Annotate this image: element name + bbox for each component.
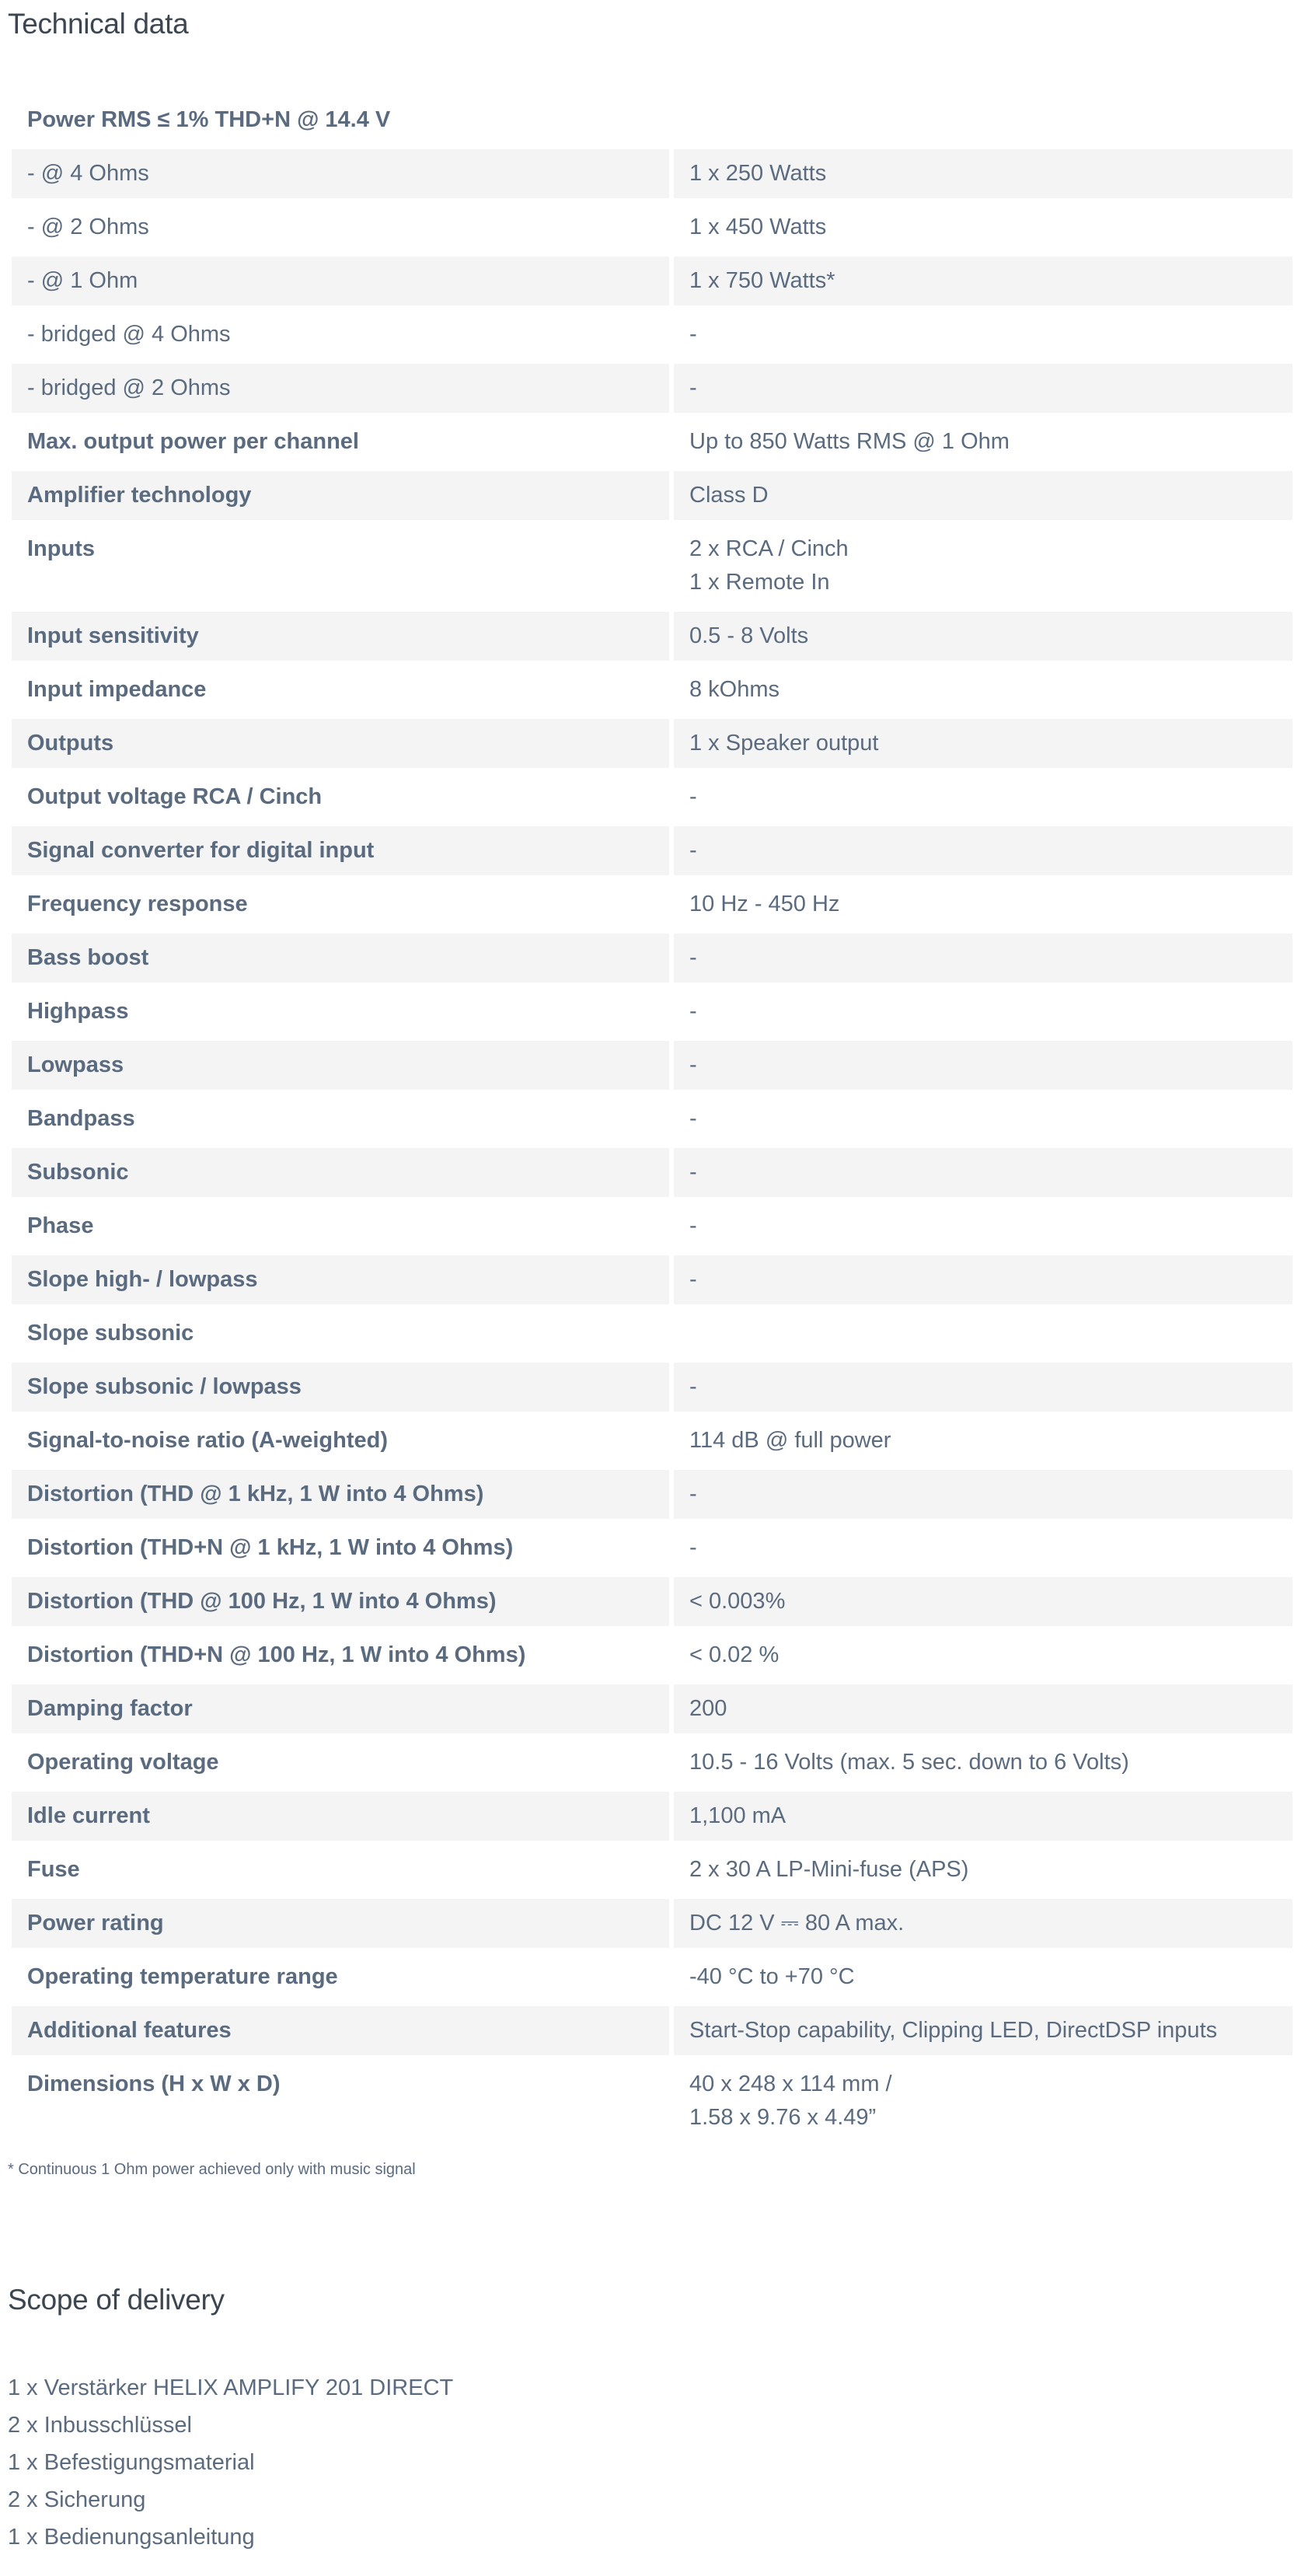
spec-value: -	[689, 784, 697, 809]
scope-item: 2 x Inbusschlüssel	[8, 2413, 192, 2438]
spec-value: -	[674, 1041, 1292, 1090]
spec-label: Subsonic	[12, 1148, 669, 1197]
spec-value: Start-Stop capability, Clipping LED, DirectDSP inputs	[674, 2006, 1292, 2055]
spec-row	[12, 417, 1292, 466]
spec-value: < 0.02 %	[689, 1642, 780, 1667]
spec-label: Damping factor	[12, 1684, 669, 1733]
spec-row	[12, 1631, 1292, 1680]
spec-row	[12, 1792, 1292, 1841]
spec-row	[12, 1524, 1292, 1572]
spec-row	[12, 1309, 1292, 1358]
spec-row	[12, 96, 1292, 145]
spec-value: -	[689, 999, 697, 1024]
spec-row	[12, 1094, 1292, 1143]
spec-row	[12, 525, 1292, 607]
spec-label: Fuse	[27, 1857, 80, 1882]
spec-row	[12, 719, 1292, 768]
spec-label: Bass boost	[12, 934, 669, 983]
spec-value: -	[689, 322, 697, 347]
spec-label: Outputs	[12, 719, 669, 768]
spec-value	[674, 96, 1292, 145]
spec-label: Bandpass	[27, 1106, 135, 1131]
spec-label: - bridged @ 2 Ohms	[12, 364, 669, 413]
spec-value: -	[674, 1255, 1292, 1304]
spec-label: Operating voltage	[27, 1750, 219, 1775]
spec-value: -	[689, 1213, 697, 1238]
spec-value: -	[674, 934, 1292, 983]
spec-value: < 0.003%	[674, 1577, 1292, 1626]
technical-data-heading: Technical data	[8, 8, 189, 40]
spec-label: Additional features	[12, 2006, 669, 2055]
spec-value: -40 °C to +70 °C	[689, 1964, 855, 1989]
spec-value: Up to 850 Watts RMS @ 1 Ohm	[689, 429, 1010, 454]
scope-of-delivery-heading: Scope of delivery	[8, 2284, 225, 2316]
spec-row	[12, 826, 1292, 875]
scope-item: 1 x Bedienungsanleitung	[8, 2525, 255, 2550]
spec-label: Input sensitivity	[12, 612, 669, 661]
spec-row	[12, 149, 1292, 198]
spec-value: -	[674, 1470, 1292, 1519]
spec-label: Slope subsonic / lowpass	[12, 1363, 669, 1412]
spec-value: 1 x 450 Watts	[689, 215, 827, 239]
spec-label: Highpass	[27, 999, 129, 1024]
spec-value: -	[689, 1106, 697, 1131]
spec-label: - bridged @ 4 Ohms	[27, 322, 231, 347]
spec-label: Input impedance	[27, 677, 207, 702]
spec-label: Inputs	[27, 536, 95, 561]
spec-row	[12, 203, 1292, 252]
spec-value: 200	[674, 1684, 1292, 1733]
spec-row	[12, 471, 1292, 520]
spec-row	[12, 2060, 1292, 2142]
spec-row	[12, 1845, 1292, 1894]
spec-row	[12, 1738, 1292, 1787]
spec-row	[12, 1684, 1292, 1733]
spec-value: Class D	[674, 471, 1292, 520]
spec-label: Operating temperature range	[27, 1964, 338, 1989]
spec-value: 10.5 - 16 Volts (max. 5 sec. down to 6 Volts)	[689, 1750, 1129, 1775]
spec-row	[12, 1899, 1292, 1948]
spec-label: - @ 2 Ohms	[27, 215, 149, 239]
spec-row	[12, 1470, 1292, 1519]
spec-row	[12, 1953, 1292, 2002]
spec-label: Output voltage RCA / Cinch	[27, 784, 323, 809]
spec-label: Idle current	[12, 1792, 669, 1841]
spec-label: Slope subsonic	[27, 1321, 194, 1346]
spec-row	[12, 310, 1292, 359]
scope-item: 1 x Verstärker HELIX AMPLIFY 201 DIRECT	[8, 2375, 454, 2400]
spec-value: -	[674, 826, 1292, 875]
spec-row	[12, 773, 1292, 822]
spec-row	[12, 1255, 1292, 1304]
spec-value	[674, 1309, 1292, 1358]
spec-row	[12, 880, 1292, 929]
spec-value: 1 x 250 Watts	[674, 149, 1292, 198]
spec-label: Power rating	[12, 1899, 669, 1948]
spec-value: -	[674, 364, 1292, 413]
spec-label: Distortion (THD @ 1 kHz, 1 W into 4 Ohms)	[12, 1470, 669, 1519]
spec-row	[12, 665, 1292, 714]
spec-value: -	[689, 1535, 697, 1560]
spec-label: Max. output power per channel	[27, 429, 359, 454]
spec-label: - @ 1 Ohm	[12, 257, 669, 305]
technical-data-table	[7, 91, 1297, 2147]
spec-row	[12, 257, 1292, 305]
spec-label: Lowpass	[12, 1041, 669, 1090]
spec-row	[12, 612, 1292, 661]
spec-label: Amplifier technology	[12, 471, 669, 520]
spec-value: 2 x RCA / Cinch 1 x Remote In	[689, 536, 849, 595]
spec-value: 10 Hz - 450 Hz	[689, 892, 840, 916]
footnote: * Continuous 1 Ohm power achieved only with music signal	[8, 2161, 416, 2178]
spec-label: Signal converter for digital input	[12, 826, 669, 875]
spec-label: Distortion (THD+N @ 100 Hz, 1 W into 4 Ohms)	[27, 1642, 526, 1667]
scope-item: 1 x Befestigungsmaterial	[8, 2450, 255, 2475]
spec-label: Power RMS ≤ 1% THD+N @ 14.4 V	[27, 107, 391, 132]
spec-row	[12, 1416, 1292, 1465]
spec-label: Distortion (THD+N @ 1 kHz, 1 W into 4 Ohms)	[27, 1535, 514, 1560]
spec-label: Frequency response	[27, 892, 248, 916]
spec-value: 114 dB @ full power	[689, 1428, 891, 1453]
spec-row	[12, 1041, 1292, 1090]
spec-label: Signal-to-noise ratio (A-weighted)	[27, 1428, 388, 1453]
scope-of-delivery-list	[8, 2369, 453, 2556]
spec-value: 40 x 248 x 114 mm / 1.58 x 9.76 x 4.49”	[689, 2072, 892, 2130]
spec-row	[12, 934, 1292, 983]
spec-value: 2 x 30 A LP-Mini-fuse (APS)	[689, 1857, 969, 1882]
spec-row	[12, 987, 1292, 1036]
spec-value: 8 kOhms	[689, 677, 780, 702]
spec-value: -	[674, 1148, 1292, 1197]
spec-label: Dimensions (H x W x D)	[27, 2072, 281, 2096]
spec-label: Distortion (THD @ 100 Hz, 1 W into 4 Ohms)	[12, 1577, 669, 1626]
spec-value: 1 x Speaker output	[674, 719, 1292, 768]
spec-row	[12, 1577, 1292, 1626]
spec-value: 1 x 750 Watts*	[674, 257, 1292, 305]
spec-row	[12, 1148, 1292, 1197]
spec-label: Phase	[27, 1213, 94, 1238]
spec-value: -	[674, 1363, 1292, 1412]
spec-label: Slope high- / lowpass	[12, 1255, 669, 1304]
spec-value: DC 12 V ⎓ 80 A max.	[674, 1899, 1292, 1948]
spec-row	[12, 364, 1292, 413]
spec-label: - @ 4 Ohms	[12, 149, 669, 198]
spec-value: 1,100 mA	[674, 1792, 1292, 1841]
spec-row	[12, 2006, 1292, 2055]
spec-row	[12, 1363, 1292, 1412]
spec-value: 0.5 - 8 Volts	[674, 612, 1292, 661]
spec-row	[12, 1202, 1292, 1251]
scope-item: 2 x Sicherung	[8, 2487, 146, 2512]
